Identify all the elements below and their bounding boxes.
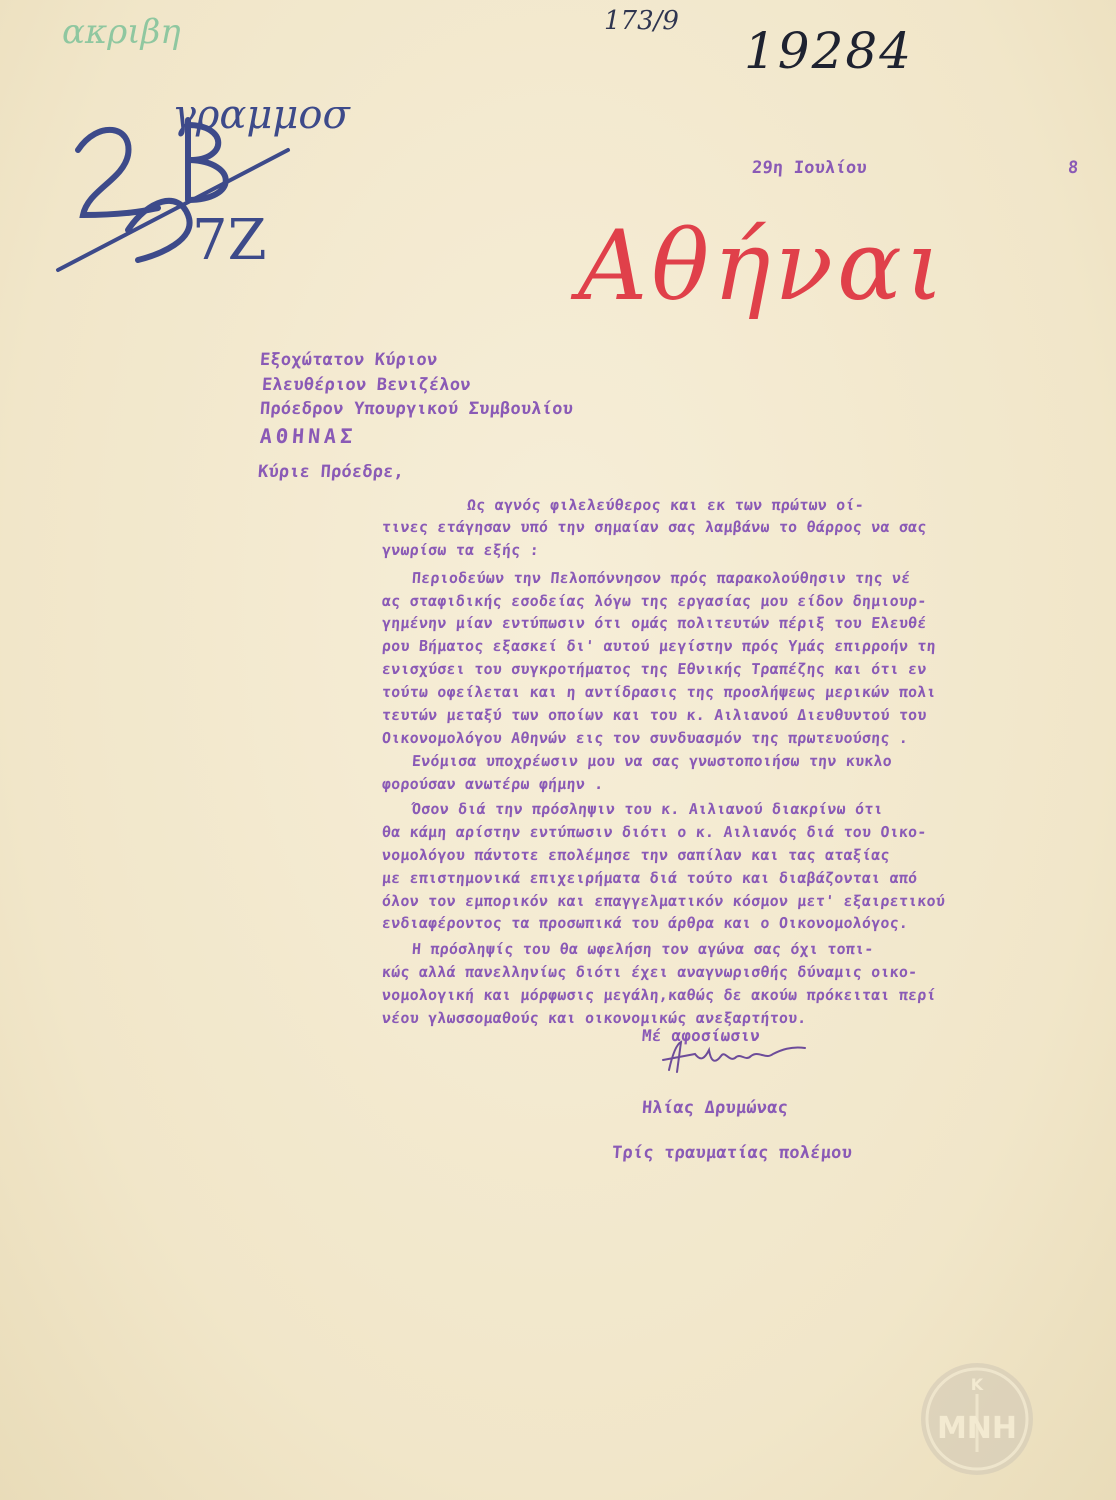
body-line: Η πρόσληψίς του θα ωφελήση τον αγώνα σας όχι τοπι-: [411, 940, 875, 958]
body-line: τούτω οφείλεται και η αντίδρασις της προσλήψεως μερικών πολι: [381, 683, 937, 701]
top-right-annotation: 19284: [744, 22, 914, 80]
top-center-annotation: 173/9: [604, 6, 679, 36]
body-line: ας σταφιδικής εσοδείας λόγω της εργασίας μου είδον δημιουρ-: [381, 592, 928, 610]
salutation: Κύριε Πρόεδρε,: [257, 462, 405, 482]
body-line: φορούσαν ανωτέρω φήμην .: [381, 775, 605, 793]
body-line: ρου Βήματος εξασκεί δι' αυτού μεγίστην πρός Υμάς επιρροήν τη: [381, 637, 937, 655]
recipient-line-2: Ελευθέριον Βενιζέλον: [261, 375, 472, 395]
closing: Μέ αφοσίωσιν: [641, 1026, 761, 1045]
red-city-annotation: Αθήναι: [578, 210, 948, 322]
body-line: κώς αλλά πανελληνίως διότι έχει αναγνωρισθής δύναμις οικο-: [381, 963, 919, 981]
body-line: Περιοδεύων την Πελοπόννησον πρός παρακολούθησιν της νέ: [411, 569, 912, 587]
body-line: νομολόγου πάντοτε επολέμησε την σαπίλαν και τας αταξίας: [381, 846, 891, 864]
body-line: Ενόμισα υποχρέωσιν μου να σας γνωστοποιήσω την κυκλο: [411, 752, 893, 770]
recipient-line-3: Πρόεδρον Υπουργικού Συμβουλίου: [259, 399, 574, 419]
page-number: 8: [1067, 158, 1080, 178]
green-annotation: ακριβη: [62, 12, 181, 52]
handwritten-signature: [655, 1032, 835, 1082]
svg-text:ΜΝΗ: ΜΝΗ: [936, 1411, 1018, 1446]
recipient-city: ΑΘΗΝΑΣ: [259, 424, 358, 448]
body-line: ενδιαφέροντος τα προσωπικά του άρθρα και ο Οικονομολόγος.: [381, 914, 909, 932]
body-line: γημένην μίαν εντύπωσιν ότι ομάς πολιτευτών πέριξ του Ελευθέ: [381, 614, 928, 632]
body-line: όλον τον εμπορικόν και επαγγελματικόν κόσμον μετ' εξαιρετικού: [381, 892, 946, 910]
body-line: Όσον διά την πρόσληψιν του κ. Αιλιανού διακρίνω ότι: [411, 800, 884, 818]
blue-code-annotation: 7Z: [192, 208, 267, 273]
body-line: με επιστημονικά επιχειρήματα διά τούτο και διαβάζονται από: [381, 869, 919, 887]
body-line: τινες ετάγησαν υπό την σημαίαν σας λαμβάνω το θάρρος να σας: [381, 518, 928, 536]
body-line: νέου γλωσσομαθούς και οικονομικώς ανεξαρτήτου.: [381, 1009, 808, 1027]
signer-name: Ηλίας Δρυμώνας: [641, 1098, 789, 1118]
recipient-line-1: Εξοχώτατον Κύριον: [259, 350, 439, 370]
body-line: νομολογική και μόρφωσις μεγάλη,καθώς δε ακούω πρόκειται περί: [381, 986, 937, 1004]
body-line: ενισχύσει του συγκροτήματος της Εθνικής Τραπέζης και ότι εν: [381, 660, 928, 678]
letter-date: 29η Ιουλίου: [751, 158, 868, 178]
body-line: θα κάμη αρίστην εντύπωσιν διότι ο κ. Αιλιανός διά του Οικο-: [381, 823, 928, 841]
body-line: τευτών μεταξύ των οποίων και του κ. Αιλιανού Διευθυντού του: [381, 706, 928, 724]
body-line: γνωρίσω τα εξής :: [381, 541, 540, 559]
body-line: Ως αγνός φιλελεύθερος και εκ των πρώτων οί-: [466, 496, 865, 514]
archive-seal-logo: [918, 1360, 1036, 1478]
body-line: Οικονομολόγου Αθηνών εις τον συνδυασμόν της πρωτευούσης .: [381, 729, 909, 747]
signer-title: Τρίς τραυματίας πολέμου: [611, 1143, 853, 1163]
svg-text:K: K: [970, 1375, 984, 1394]
blue-annotation: γραμμοσ: [172, 92, 350, 138]
